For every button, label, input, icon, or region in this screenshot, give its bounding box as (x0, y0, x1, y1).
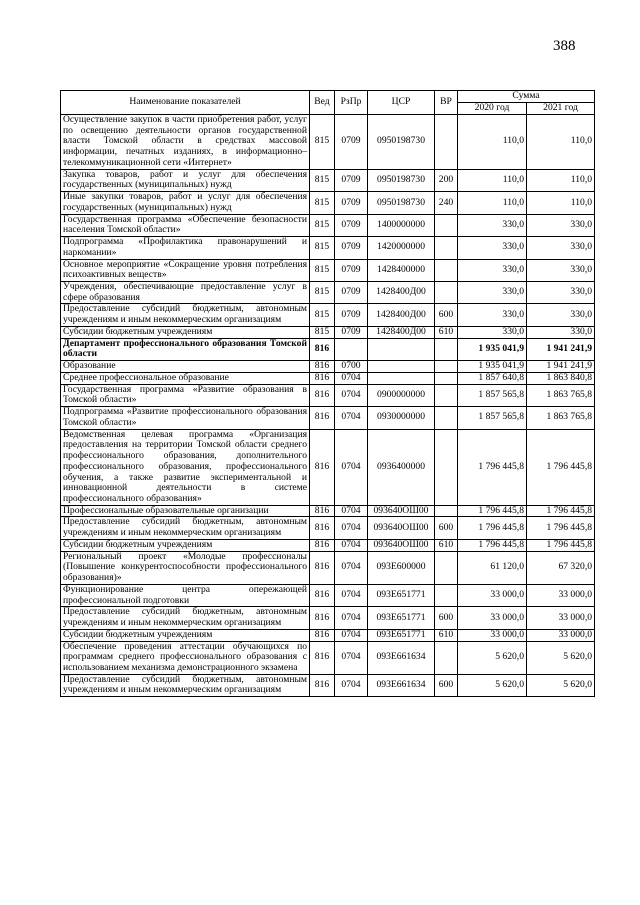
row-name-cell: Среднее профессиональное образование (61, 372, 310, 384)
row-vr-cell (435, 584, 458, 606)
row-name-cell: Предоставление субсидий бюджетным, автономным учреждениям и иным некоммерческим организациям (61, 607, 310, 629)
row-name-cell: Государственная программа «Обеспечение безопасности населения Томской области» (61, 214, 310, 236)
row-ved-cell: 816 (310, 338, 335, 360)
row-vr-cell: 200 (435, 169, 458, 191)
row-ved-cell: 816 (310, 517, 335, 539)
header-year-2020: 2020 год (458, 103, 527, 115)
row-name-cell: Предоставление субсидий бюджетным, автономным учреждениям и иным некоммерческим организациям (61, 304, 310, 326)
row-csr-cell (368, 361, 435, 373)
row-rzpr-cell: 0700 (335, 361, 368, 373)
row-name-cell: Подпрограмма «Профилактика правонарушений и наркомании» (61, 237, 310, 259)
row-name-cell: Подпрограмма «Развитие профессионального образования Томской области» (61, 407, 310, 429)
row-vr-cell: 600 (435, 607, 458, 629)
table-row (61, 517, 595, 539)
row-name-cell: Субсидии бюджетным учреждениям (61, 629, 310, 641)
row-ved-cell: 816 (310, 641, 335, 674)
row-vr-cell (435, 338, 458, 360)
row-ved-cell: 815 (310, 326, 335, 338)
row-vr-cell (435, 372, 458, 384)
row-amount-2020-cell: 110,0 (458, 115, 527, 170)
row-ved-cell: 816 (310, 629, 335, 641)
table-row (61, 304, 595, 326)
header-sum: Сумма (458, 91, 595, 103)
row-rzpr-cell: 0709 (335, 115, 368, 170)
row-rzpr-cell: 0709 (335, 282, 368, 304)
row-ved-cell: 816 (310, 372, 335, 384)
row-ved-cell: 816 (310, 584, 335, 606)
row-rzpr-cell: 0704 (335, 674, 368, 696)
row-rzpr-cell: 0704 (335, 551, 368, 584)
row-name-cell: Обеспечение проведения аттестации обучающихся по программам среднего профессионального образования с использованием механизма демонстрационного экзамена (61, 641, 310, 674)
row-ved-cell: 816 (310, 505, 335, 517)
row-vr-cell (435, 551, 458, 584)
row-vr-cell (435, 237, 458, 259)
row-name-cell: Закупка товаров, работ и услуг для обеспечения государственных (муниципальных) нужд (61, 169, 310, 191)
table-row (61, 551, 595, 584)
table-row (61, 407, 595, 429)
row-ved-cell: 815 (310, 259, 335, 281)
row-csr-cell: 1400000000 (368, 214, 435, 236)
row-name-cell: Функционирование центра опережающей профессиональной подготовки (61, 584, 310, 606)
row-vr-cell (435, 384, 458, 406)
row-csr-cell: 1428400000 (368, 259, 435, 281)
row-ved-cell: 815 (310, 304, 335, 326)
row-csr-cell: 0930000000 (368, 407, 435, 429)
row-vr-cell (435, 115, 458, 170)
table-row (61, 237, 595, 259)
row-rzpr-cell: 0709 (335, 304, 368, 326)
row-csr-cell: 093E600000 (368, 551, 435, 584)
table-row (61, 372, 595, 384)
row-name-cell: Профессиональные образовательные организации (61, 505, 310, 517)
row-csr-cell: 093640ОШ00 (368, 505, 435, 517)
row-amount-2021-cell: 1 796 445,8 (527, 517, 595, 539)
row-ved-cell: 816 (310, 384, 335, 406)
row-csr-cell: 0900000000 (368, 384, 435, 406)
row-csr-cell: 0936400000 (368, 429, 435, 505)
budget-table (60, 90, 595, 697)
row-rzpr-cell: 0704 (335, 505, 368, 517)
row-amount-2020-cell: 1 857 565,8 (458, 384, 527, 406)
table-row (61, 169, 595, 191)
row-amount-2020-cell: 1 796 445,8 (458, 505, 527, 517)
row-vr-cell (435, 282, 458, 304)
row-rzpr-cell: 0704 (335, 584, 368, 606)
row-amount-2021-cell: 330,0 (527, 237, 595, 259)
row-vr-cell: 610 (435, 539, 458, 551)
row-csr-cell: 093640ОШ00 (368, 517, 435, 539)
row-rzpr-cell: 0709 (335, 169, 368, 191)
table-row (61, 384, 595, 406)
table-row (61, 505, 595, 517)
row-amount-2021-cell: 110,0 (527, 169, 595, 191)
row-vr-cell (435, 505, 458, 517)
row-ved-cell: 816 (310, 429, 335, 505)
row-amount-2021-cell: 1 941 241,9 (527, 338, 595, 360)
row-csr-cell (368, 338, 435, 360)
row-csr-cell: 093E651771 (368, 629, 435, 641)
row-rzpr-cell: 0709 (335, 259, 368, 281)
row-amount-2021-cell: 110,0 (527, 192, 595, 214)
row-rzpr-cell: 0709 (335, 214, 368, 236)
row-ved-cell: 815 (310, 237, 335, 259)
row-rzpr-cell: 0704 (335, 429, 368, 505)
row-amount-2020-cell: 5 620,0 (458, 674, 527, 696)
table-body (61, 115, 595, 697)
table-row (61, 259, 595, 281)
row-name-cell: Субсидии бюджетным учреждениям (61, 326, 310, 338)
row-vr-cell (435, 641, 458, 674)
row-name-cell: Субсидии бюджетным учреждениям (61, 539, 310, 551)
row-ved-cell: 816 (310, 674, 335, 696)
table-row (61, 629, 595, 641)
row-rzpr-cell: 0704 (335, 539, 368, 551)
page-number: 388 (553, 38, 576, 54)
row-ved-cell: 816 (310, 361, 335, 373)
table-row (61, 326, 595, 338)
row-name-cell: Осуществление закупок в части приобретения работ, услуг по освещению деятельности органов государственной власти Томской области в средствах массовой информации, печатных изданиях, в информационно–телекоммуникационной сети «Интернет» (61, 115, 310, 170)
row-csr-cell: 093E651771 (368, 584, 435, 606)
row-vr-cell: 610 (435, 326, 458, 338)
row-csr-cell (368, 372, 435, 384)
row-rzpr-cell: 0704 (335, 407, 368, 429)
header-vr: ВР (435, 91, 458, 115)
row-csr-cell: 0950198730 (368, 192, 435, 214)
row-amount-2020-cell: 61 120,0 (458, 551, 527, 584)
row-vr-cell (435, 407, 458, 429)
header-ved: Вед (310, 91, 335, 115)
header-csr: ЦСР (368, 91, 435, 115)
row-amount-2020-cell: 330,0 (458, 259, 527, 281)
row-name-cell: Предоставление субсидий бюджетным, автономным учреждениям и иным некоммерческим организациям (61, 517, 310, 539)
row-name-cell: Региональный проект «Молодые профессионалы (Повышение конкурентоспособности профессионального образования)» (61, 551, 310, 584)
row-ved-cell: 816 (310, 551, 335, 584)
table-row (61, 539, 595, 551)
row-amount-2020-cell: 330,0 (458, 282, 527, 304)
row-amount-2021-cell: 1 863 840,8 (527, 372, 595, 384)
row-rzpr-cell: 0704 (335, 517, 368, 539)
row-amount-2020-cell: 1 796 445,8 (458, 517, 527, 539)
table-row (61, 674, 595, 696)
row-name-cell: Иные закупки товаров, работ и услуг для обеспечения государственных (муниципальных) нужд (61, 192, 310, 214)
row-vr-cell: 240 (435, 192, 458, 214)
row-vr-cell: 600 (435, 517, 458, 539)
row-csr-cell: 093640ОШ00 (368, 539, 435, 551)
row-amount-2021-cell: 1 796 445,8 (527, 429, 595, 505)
row-amount-2021-cell: 1 863 765,8 (527, 407, 595, 429)
row-amount-2021-cell: 1 796 445,8 (527, 505, 595, 517)
header-year-2021: 2021 год (527, 103, 595, 115)
table-row (61, 361, 595, 373)
row-amount-2020-cell: 330,0 (458, 237, 527, 259)
row-amount-2021-cell: 33 000,0 (527, 629, 595, 641)
row-name-cell: Учреждения, обеспечивающие предоставление услуг в сфере образования (61, 282, 310, 304)
row-amount-2021-cell: 110,0 (527, 115, 595, 170)
row-rzpr-cell: 0704 (335, 629, 368, 641)
row-vr-cell: 600 (435, 304, 458, 326)
row-amount-2020-cell: 1 935 041,9 (458, 338, 527, 360)
row-csr-cell: 0950198730 (368, 169, 435, 191)
table-row (61, 192, 595, 214)
row-csr-cell: 1420000000 (368, 237, 435, 259)
row-ved-cell: 815 (310, 214, 335, 236)
row-amount-2021-cell: 330,0 (527, 259, 595, 281)
row-csr-cell: 0950198730 (368, 115, 435, 170)
row-vr-cell (435, 259, 458, 281)
row-amount-2021-cell: 33 000,0 (527, 584, 595, 606)
row-rzpr-cell: 0709 (335, 192, 368, 214)
row-vr-cell: 600 (435, 674, 458, 696)
table-row (61, 115, 595, 170)
row-name-cell: Основное мероприятие «Сокращение уровня потребления психоактивных веществ» (61, 259, 310, 281)
row-amount-2020-cell: 33 000,0 (458, 607, 527, 629)
row-ved-cell: 815 (310, 169, 335, 191)
row-name-cell: Предоставление субсидий бюджетным, автономным учреждениям и иным некоммерческим организациям (61, 674, 310, 696)
header-name: Наименование показателей (61, 91, 310, 115)
table-row (61, 282, 595, 304)
row-ved-cell: 816 (310, 539, 335, 551)
table-row (61, 338, 595, 360)
row-amount-2021-cell: 330,0 (527, 214, 595, 236)
row-rzpr-cell: 0704 (335, 641, 368, 674)
row-amount-2020-cell: 5 620,0 (458, 641, 527, 674)
row-name-cell: Государственная программа «Развитие образования в Томской области» (61, 384, 310, 406)
row-amount-2020-cell: 330,0 (458, 304, 527, 326)
row-amount-2021-cell: 330,0 (527, 282, 595, 304)
row-csr-cell: 1428400Д00 (368, 282, 435, 304)
row-amount-2020-cell: 33 000,0 (458, 629, 527, 641)
row-amount-2021-cell: 67 320,0 (527, 551, 595, 584)
row-amount-2021-cell: 33 000,0 (527, 607, 595, 629)
row-amount-2021-cell: 1 796 445,8 (527, 539, 595, 551)
row-csr-cell: 093E651771 (368, 607, 435, 629)
row-amount-2021-cell: 5 620,0 (527, 641, 595, 674)
row-amount-2021-cell: 1 941 241,9 (527, 361, 595, 373)
row-csr-cell: 093E661634 (368, 674, 435, 696)
row-csr-cell: 1428400Д00 (368, 304, 435, 326)
row-rzpr-cell: 0709 (335, 237, 368, 259)
table-row (61, 429, 595, 505)
row-rzpr-cell: 0704 (335, 607, 368, 629)
row-name-cell: Ведомственная целевая программа «Организация предоставления на территории Томской области среднего профессионального образования, дополнительного профессионального образования, профессионального обучения, а также развитие экспериментальной и инновационной деятельности в системе профессионального образования» (61, 429, 310, 505)
row-vr-cell (435, 429, 458, 505)
row-ved-cell: 815 (310, 282, 335, 304)
row-amount-2020-cell: 1 857 640,8 (458, 372, 527, 384)
row-amount-2020-cell: 1 857 565,8 (458, 407, 527, 429)
row-amount-2020-cell: 1 935 041,9 (458, 361, 527, 373)
header-rzpr: РзПр (335, 91, 368, 115)
row-amount-2021-cell: 1 863 765,8 (527, 384, 595, 406)
table-row (61, 607, 595, 629)
row-ved-cell: 815 (310, 192, 335, 214)
table-row (61, 584, 595, 606)
row-amount-2020-cell: 1 796 445,8 (458, 539, 527, 551)
row-rzpr-cell: 0709 (335, 326, 368, 338)
row-csr-cell: 1428400Д00 (368, 326, 435, 338)
table-row (61, 641, 595, 674)
row-amount-2021-cell: 5 620,0 (527, 674, 595, 696)
row-ved-cell: 815 (310, 115, 335, 170)
row-name-cell: Образование (61, 361, 310, 373)
row-amount-2020-cell: 1 796 445,8 (458, 429, 527, 505)
row-rzpr-cell (335, 338, 368, 360)
row-amount-2020-cell: 330,0 (458, 214, 527, 236)
row-name-cell: Департамент профессионального образования Томской области (61, 338, 310, 360)
row-amount-2020-cell: 33 000,0 (458, 584, 527, 606)
row-csr-cell: 093E661634 (368, 641, 435, 674)
row-ved-cell: 816 (310, 607, 335, 629)
row-vr-cell: 610 (435, 629, 458, 641)
row-vr-cell (435, 361, 458, 373)
row-rzpr-cell: 0704 (335, 384, 368, 406)
row-amount-2020-cell: 330,0 (458, 326, 527, 338)
row-vr-cell (435, 214, 458, 236)
row-amount-2020-cell: 110,0 (458, 169, 527, 191)
row-amount-2020-cell: 110,0 (458, 192, 527, 214)
row-amount-2021-cell: 330,0 (527, 304, 595, 326)
table-row (61, 214, 595, 236)
row-amount-2021-cell: 330,0 (527, 326, 595, 338)
row-ved-cell: 816 (310, 407, 335, 429)
row-rzpr-cell: 0704 (335, 372, 368, 384)
